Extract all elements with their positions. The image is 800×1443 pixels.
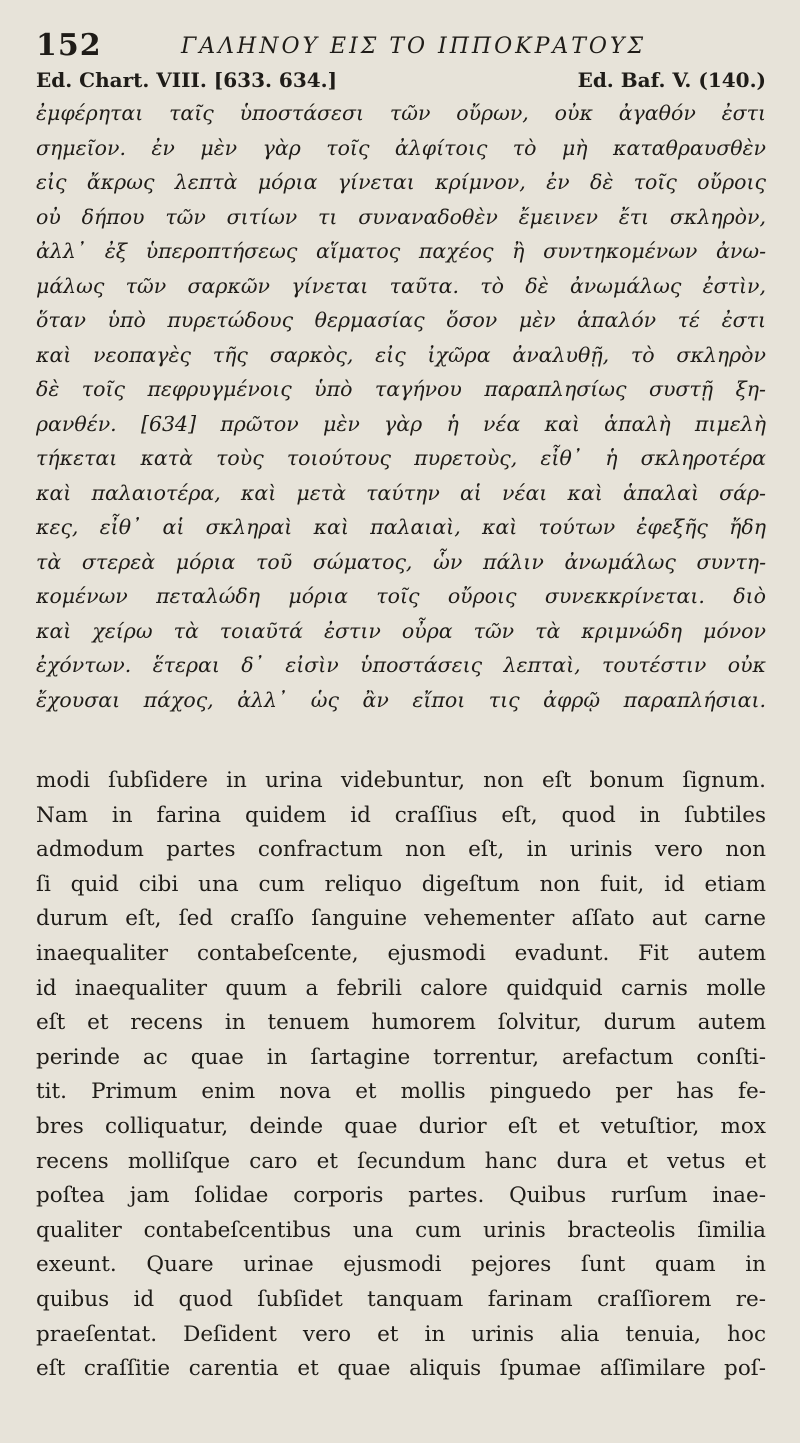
- greek-text-line: καὶ νεοπαγὲς τῆς σαρκὸς, εἰς ἰχῶρα ἀναλυθῇ, τὸ σκληρὸν: [36, 342, 766, 367]
- greek-text-line: εἰς ἄκρως λεπτὰ μόρια γίνεται κρίμνον, ἐν δὲ τοῖς οὔροις: [36, 170, 766, 194]
- latin-text-block: [36, 764, 766, 1387]
- latin-text-line: eſt craſſitie carentia et quae aliquis ſpumae aſſimilare poſ-: [36, 1356, 766, 1382]
- latin-text-line: recens molliſque caro et ſecundum hanc dura et vetus et: [36, 1148, 766, 1174]
- greek-text-line: τὰ στερεὰ μόρια τοῦ σώματος, ὧν πάλιν ἀνωμάλως συντη-: [36, 549, 766, 574]
- greek-text-line: ἐμφέρηται ταῖς ὑποστάσεσι τῶν οὔρων, οὐκ ἀγαθόν ἐστι: [36, 101, 766, 125]
- greek-text-line: κομένων πεταλώδη μόρια τοῖς οὔροις συνεκκρίνεται. διὸ: [36, 584, 766, 608]
- greek-text-line: καὶ παλαιοτέρα, καὶ μετὰ ταύτην αἱ νέαι καὶ ἁπαλαὶ σάρ-: [36, 480, 766, 505]
- latin-text-line: inaequaliter contabeſcente, ejusmodi evadunt. Fit autem: [36, 940, 766, 966]
- greek-text-line: ἔχουσαι πάχος, ἀλλ᾽ ὡς ἂν εἴποι τις ἀφρῷ παραπλήσιαι.: [36, 687, 766, 712]
- greek-text-line: ρανθέν. [634] πρῶτον μὲν γὰρ ἡ νέα καὶ ἁπαλὴ πιμελὴ: [36, 411, 766, 436]
- greek-text-line: ἐχόντων. ἕτεραι δ᾽ εἰσὶν ὑποστάσεις λεπταὶ, τουτέστιν οὐκ: [36, 653, 766, 677]
- greek-text-line: καὶ χείρω τὰ τοιαῦτά ἐστιν οὖρα τῶν τὰ κριμνώδη μόνον: [36, 618, 766, 643]
- page-number: 152: [36, 28, 102, 63]
- latin-text-line: poſtea jam ſolidae corporis partes. Quibus rurſum inae-: [36, 1183, 766, 1209]
- latin-text-line: modi ſubſidere in urina videbuntur, non eſt bonum ſignum.: [36, 768, 766, 793]
- latin-text-line: praeſentat. Deſident vero et in urinis alia tenuia, hoc: [36, 1321, 766, 1347]
- latin-text-line: exeunt. Quare urinae ejusmodi pejores ſunt quam in: [36, 1252, 766, 1278]
- latin-text-line: ſi quid cibi una cum reliquo digeſtum non fuit, id etiam: [36, 871, 766, 897]
- latin-text-line: Nam in farina quidem id craſſius eſt, quod in ſubtiles: [36, 802, 766, 828]
- latin-text-line: bres colliquatur, deinde quae durior eſt et vetuſtior, mox: [36, 1113, 766, 1139]
- running-title: ΓΑΛΗΝΟΥ ΕΙΣ ΤΟ ΙΠΠΟΚΡΑΤΟΥΣ: [181, 34, 647, 59]
- running-head: [36, 28, 756, 64]
- greek-text-line: οὐ δήπου τῶν σιτίων τι συναναδοθὲν ἔμεινεν ἔτι σκληρὸν,: [36, 204, 766, 229]
- edition-chart-reference: Ed. Chart. VIII. [633. 634.]: [36, 68, 338, 92]
- latin-text-line: perinde ac quae in ſartagine torrentur, arefactum conſti-: [36, 1044, 766, 1070]
- edition-reference-line: [36, 68, 766, 96]
- latin-text-line: tit. Primum enim nova et mollis pinguedo per has fe-: [36, 1079, 766, 1105]
- latin-text-line: quibus id quod ſubſidet tanquam farinam craſſiorem re-: [36, 1286, 766, 1312]
- latin-text-line: durum eſt, ſed craſſo ſanguine vehementer aſſato aut carne: [36, 906, 766, 932]
- greek-text-line: σημεῖον. ἐν μὲν γὰρ τοῖς ἀλφίτοις τὸ μὴ καταθραυσθὲν: [36, 135, 766, 160]
- greek-text-line: τήκεται κατὰ τοὺς τοιούτους πυρετοὺς, εἶθ᾽ ἡ σκληροτέρα: [36, 446, 766, 470]
- greek-text-line: μάλως τῶν σαρκῶν γίνεται ταῦτα. τὸ δὲ ἀνωμάλως ἐστὶν,: [36, 273, 766, 298]
- greek-text-block: [36, 96, 766, 717]
- edition-basel-reference: Ed. Baf. V. (140.): [577, 68, 766, 92]
- latin-text-line: admodum partes confractum non eſt, in urinis vero non: [36, 837, 766, 863]
- latin-text-line: qualiter contabeſcentibus una cum urinis bracteolis ſimilia: [36, 1217, 766, 1243]
- greek-text-line: δὲ τοῖς πεφρυγμένοις ὑπὸ ταγήνου παραπλησίως συστῇ ξη-: [36, 377, 766, 401]
- latin-text-line: eſt et recens in tenuem humorem ſolvitur, durum autem: [36, 1010, 766, 1036]
- greek-text-line: κες, εἶθ᾽ αἱ σκληραὶ καὶ παλαιαὶ, καὶ τούτων ἐφεξῆς ἤδη: [36, 515, 766, 539]
- greek-text-line: ἀλλ᾽ ἐξ ὑπεροπτήσεως αἵματος παχέος ἢ συντηκομένων ἀνω-: [36, 239, 766, 263]
- latin-text-line: id inaequaliter quum a febrili calore quidquid carnis molle: [36, 975, 766, 1001]
- greek-text-line: ὅταν ὑπὸ πυρετώδους θερμασίας ὅσον μὲν ἁπαλόν τέ ἐστι: [36, 308, 766, 332]
